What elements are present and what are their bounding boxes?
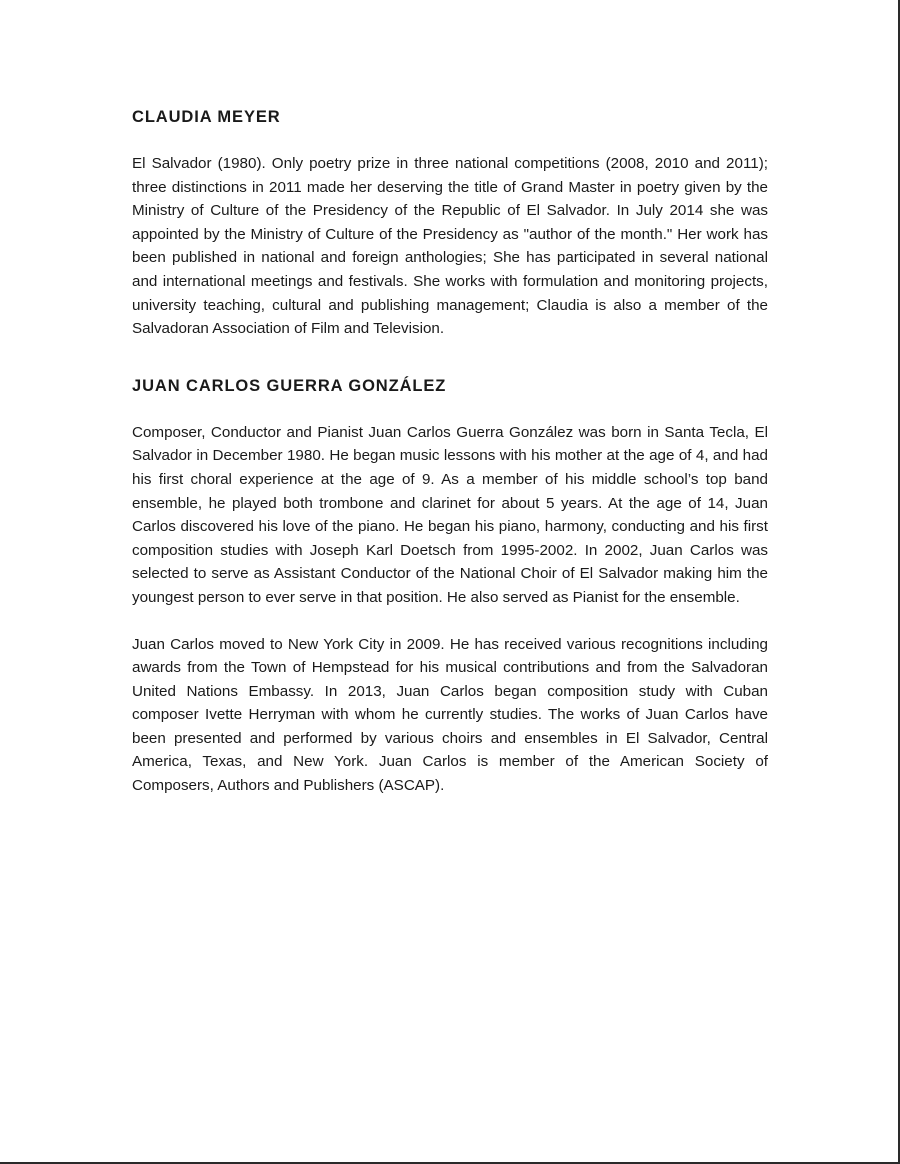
bio-paragraph-juan-carlos-1: Composer, Conductor and Pianist Juan Carlos Guerra González was born in Santa Tecla, El Salvador in December 1980. He began music lessons with his mother at the age of 4, and had his first choral experience at the age of 9. As a member of his middle school’s top band ensemble, he played both trombone and clarinet for about 5 years. At the age of 14, Juan Carlos discovered his love of the piano. He began his piano, harmony, conducting and his first composition studies with Joseph Karl Doetsch from 1995-2002. In 2002, Juan Carlos was selected to serve as Assistant Conductor of the National Choir of El Salvador making him the youngest person to ever serve in that position. He also served as Pianist for the ensemble. [132, 423, 768, 606]
bio-paragraph-claudia-meyer: El Salvador (1980). Only poetry prize in three national competitions (2008, 2010 and 2011); three distinctions in 2011 made her deserving the title of Grand Master in poetry given by the Ministry of Culture of the Presidency of the Republic of El Salvador. In July 2014 she was appointed by the Ministry of Culture of the Presidency as "author of the month." Her work has been published in national and foreign anthologies; She has participated in several national and international meetings and festivals. She works with formulation and monitoring projects, university teaching, cultural and publishing management; Claudia is also a member of the Salvadoran Association of Film and Television. [132, 155, 768, 338]
section-heading-claudia-meyer: CLAUDIA MEYER [132, 108, 281, 126]
document-body [132, 106, 768, 798]
section-heading-juan-carlos-guerra-gonzalez: JUAN CARLOS GUERRA GONZÁLEZ [132, 376, 447, 395]
bio-paragraph-juan-carlos-2: Juan Carlos moved to New York City in 2009. He has received various recognitions including awards from the Town of Hempstead for his musical contributions and from the Salvadoran United Nations Embassy. In 2013, Juan Carlos began composition study with Cuban composer Ivette Herryman with whom he currently studies. The works of Juan Carlos have been presented and performed by various choirs and ensembles in El Salvador, Central America, Texas, and New York. Juan Carlos is member of the American Society of Composers, Authors and Publishers (ASCAP). [132, 635, 768, 795]
